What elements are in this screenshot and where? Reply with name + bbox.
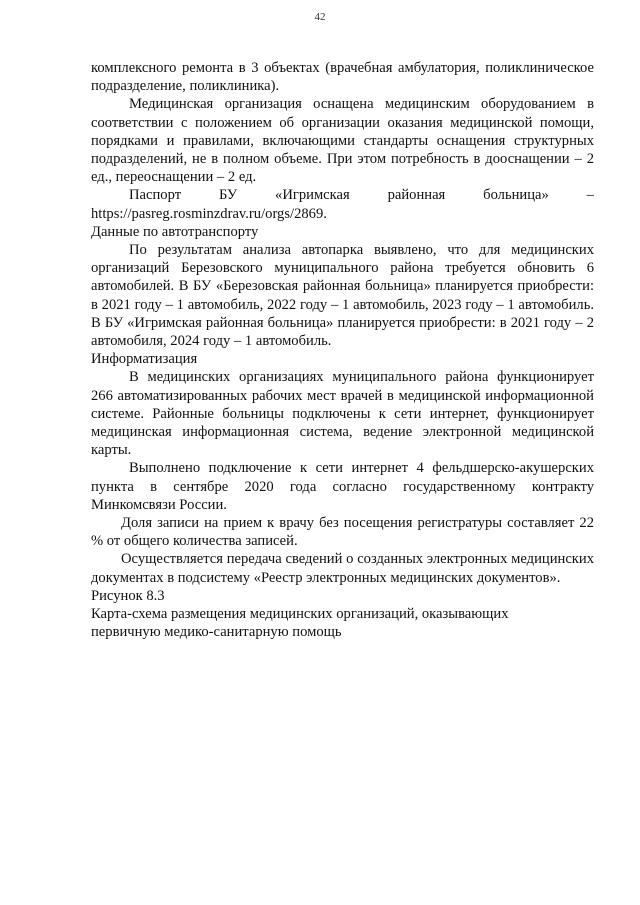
passport-word: районная xyxy=(387,187,446,204)
paragraph-internet-connection: Выполнено подключение к сети интернет 4 фельдшерско-акушерских пункта в сентябре 2020 года согласно государственному контракту Минкомсвязи России. xyxy=(91,460,594,513)
paragraph-electronic-documents: Осуществляется передача сведений о созданных электронных медицинских документах в подсистему «Реестр электронных медицинских документов». xyxy=(91,551,594,586)
passport-word: Паспорт xyxy=(129,187,182,204)
passport-word: «Игримская xyxy=(275,187,350,204)
page-number: 42 xyxy=(314,11,326,23)
paragraph-equipment: Медицинская организация оснащена медицинским оборудованием в соответствии с положением об организации оказания медицинской помощи, порядками и правилами, включающими стандарты оснащения структурных подразделений, не в полном объеме. При этом потребность в дооснащении – 2 ед., переоснащении – 2 ед. xyxy=(91,96,594,186)
figure-label: Рисунок 8.3 xyxy=(91,587,165,604)
paragraph-workstations: В медицинских организациях муниципального района функционирует 266 автоматизированных рабочих мест врачей в медицинской информационной системе. Районные больницы подключены к сети интернет, функционирует медицинская информационная система, ведение электронной медицинской карты. xyxy=(91,369,594,459)
passport-word: – xyxy=(586,187,594,204)
paragraph-repair-continued: комплексного ремонта в 3 объектах (врачебная амбулатория, поликлиническое подразделение, поликлиника). xyxy=(91,60,594,95)
heading-transport: Данные по автотранспорту xyxy=(91,223,259,240)
document-body xyxy=(91,59,594,642)
passport-url: https://pasreg.rosminzdrav.ru/orgs/2869. xyxy=(91,205,327,222)
figure-caption-line-2: первичную медико-санитарную помощь xyxy=(91,624,342,641)
paragraph-transport: По результатам анализа автопарка выявлено, что для медицинских организаций Березовского муниципального района требуется обновить 6 автомобилей. В БУ «Березовская районная больница» планируется приобрести: в 2021 году – 1 автомобиль, 2022 году – 1 автомобиль, 2023 году – 1 автомобиль. В БУ «Игримская районная больница» планируется приобрести: в 2021 году – 2 автомобиля, 2024 году – 1 автомобиль. xyxy=(91,242,594,350)
passport-word: БУ xyxy=(218,187,238,204)
paragraph-online-appointments: Доля записи на прием к врачу без посещения регистратуры составляет 22 % от общего количества записей. xyxy=(91,515,594,550)
heading-informatization: Информатизация xyxy=(91,351,198,368)
figure-caption-line-1: Карта-схема размещения медицинских организаций, оказывающих xyxy=(91,606,509,623)
passport-line xyxy=(91,186,594,204)
passport-word: больница» xyxy=(483,187,549,204)
